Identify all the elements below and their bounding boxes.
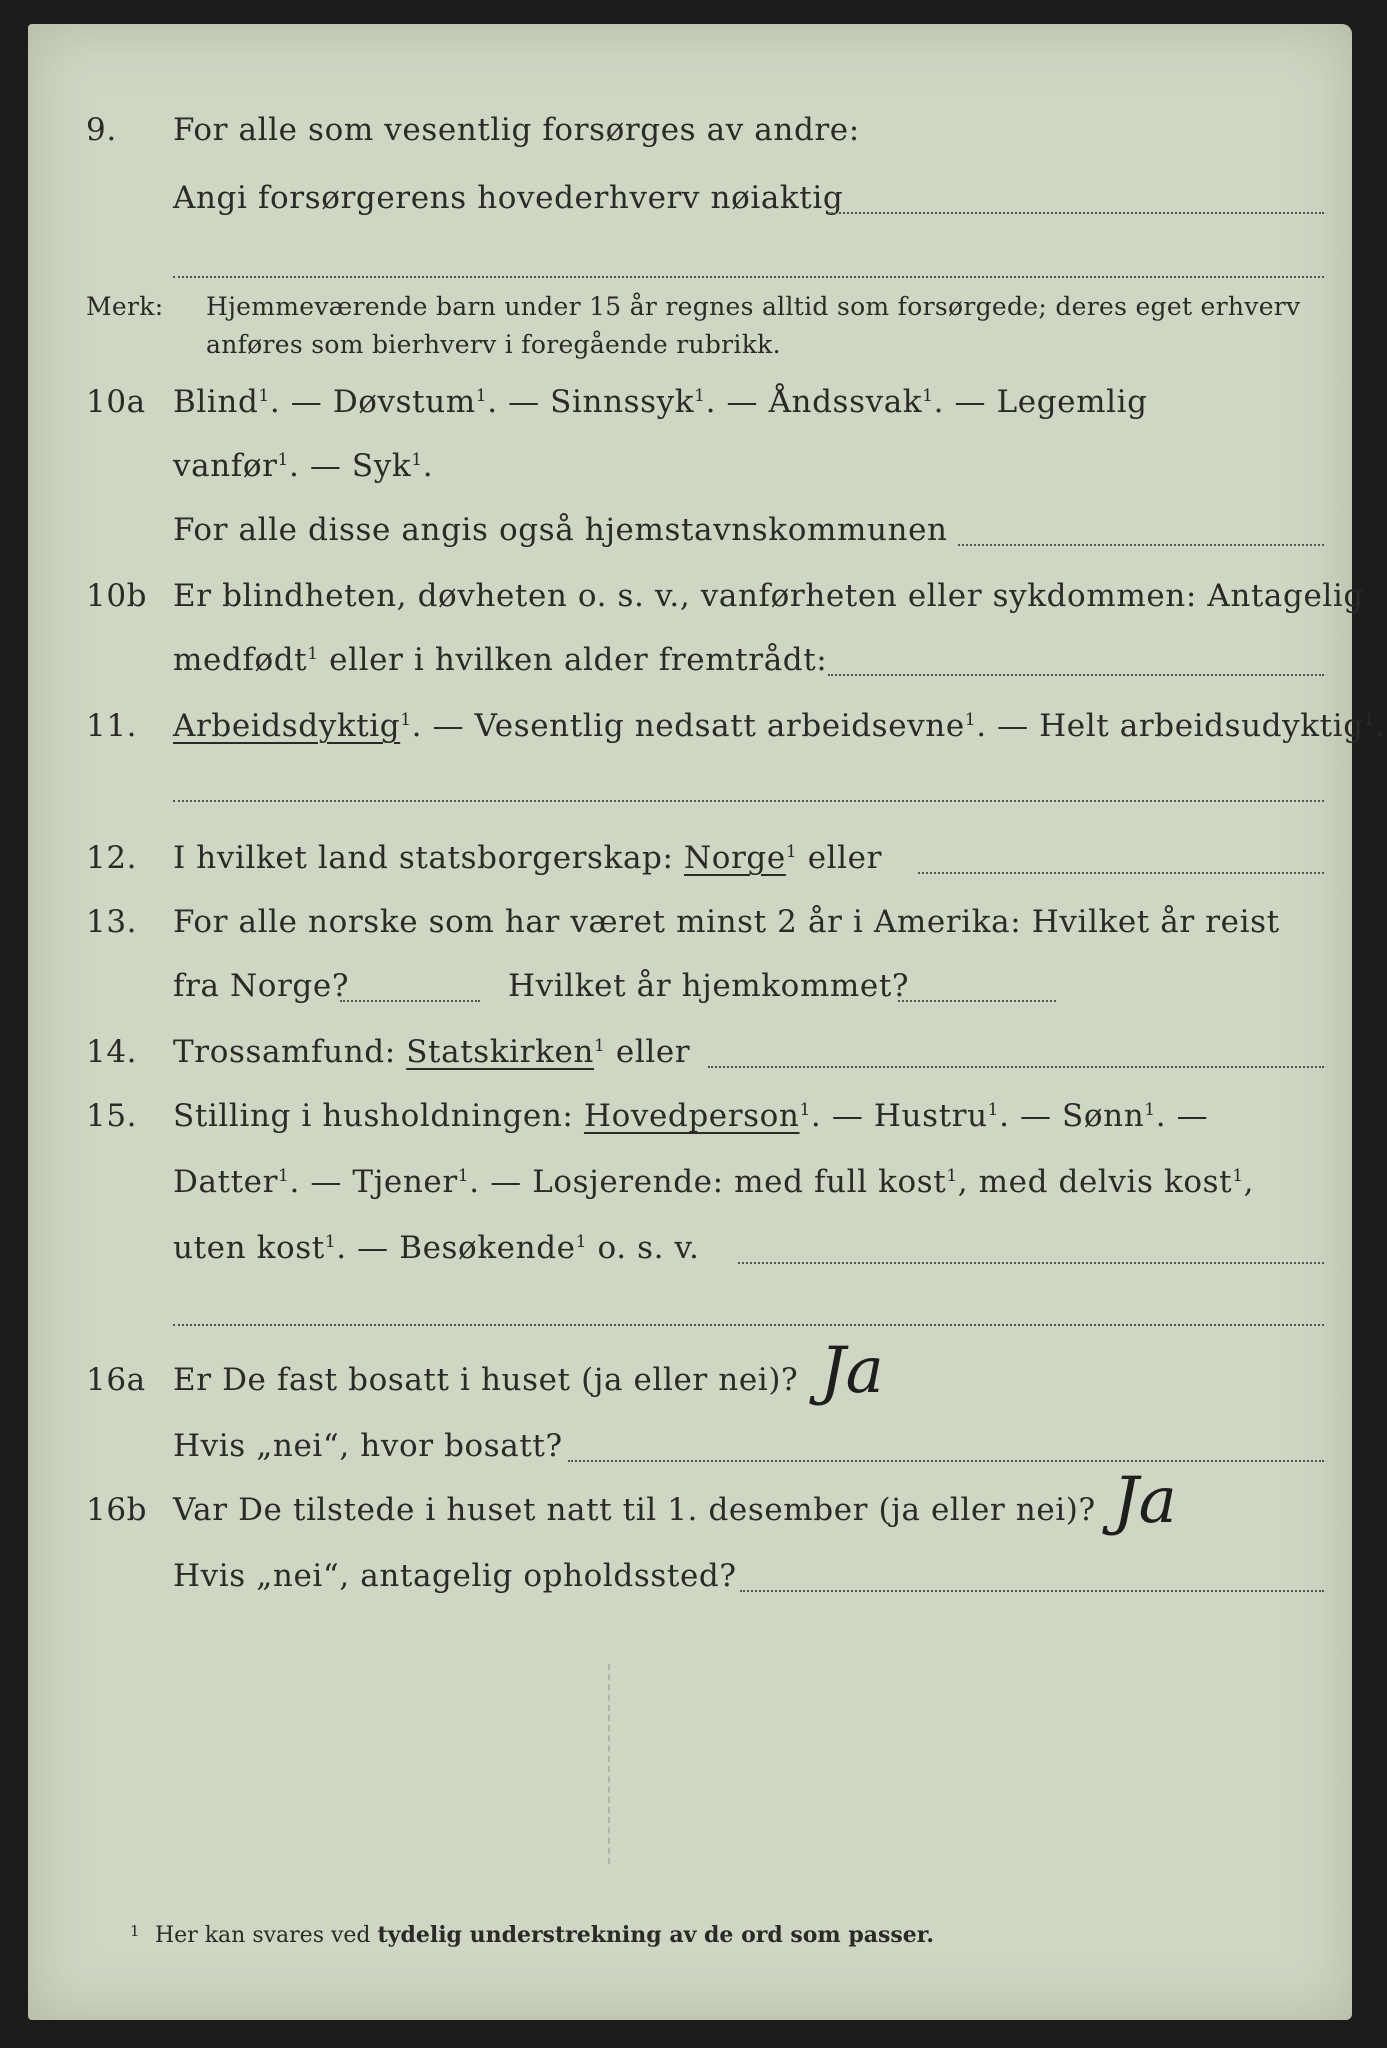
question-9-line2 (28, 180, 1352, 240)
answer-line[interactable] (708, 1066, 1324, 1068)
answer-line[interactable] (738, 1262, 1324, 1264)
question-number: 16b (86, 1492, 148, 1528)
question-text: Var De tilstede i huset natt til 1. desember (ja eller nei)? (173, 1492, 1096, 1528)
option-andssvak[interactable]: Åndssvak (768, 384, 923, 420)
option-sinnssyk[interactable]: Sinnssyk (550, 384, 695, 420)
answer-line[interactable] (958, 544, 1324, 546)
question-text: Angi forsørgerens hovederhverv nøiaktig (173, 180, 844, 216)
option-arbeidsudyktig[interactable]: Helt arbeidsudyktig (1039, 708, 1364, 744)
question-text: Hvis „nei“, hvor bosatt? (173, 1428, 563, 1464)
question-text: Er blindheten, døvheten o. s. v., vanførheten eller sykdommen: Antagelig (173, 578, 1364, 614)
eller-text: eller (807, 840, 883, 876)
question-13-line2 (28, 968, 1352, 1028)
option-hustru[interactable]: Hustru (873, 1098, 988, 1134)
question-15-line2 (28, 1164, 1352, 1224)
question-10b-line2 (28, 642, 1352, 702)
question-16b-line2 (28, 1558, 1352, 1618)
footnote-text (155, 1922, 934, 1948)
question-13-line1 (28, 904, 1352, 964)
question-number: 16a (86, 1362, 146, 1398)
answer-line[interactable] (340, 1000, 480, 1002)
note-label: Merk: (86, 292, 164, 321)
question-label: Trossamfund: (173, 1034, 396, 1070)
question-text-rest: eller i hvilken alder fremtrådt: (329, 642, 828, 678)
handwritten-answer-16a[interactable]: Ja (820, 1334, 884, 1408)
question-number: 13. (86, 904, 138, 940)
question-15-line3 (28, 1230, 1352, 1290)
options-list: Datter$^1$. — Tjener$^1$. — Losjerende: med full kost$^1$, med delvis kost$^1$, (173, 1164, 1255, 1200)
answer-line[interactable] (173, 800, 1324, 802)
question-number: 10b (86, 578, 148, 614)
option-tjener[interactable]: Tjener (352, 1164, 458, 1200)
options-list: Blind$^1$. — Døvstum$^1$. — Sinnssyk$^1$. — Åndssvak$^1$. — Legemlig (173, 384, 1148, 420)
question-text: Hvis „nei“, antagelig opholdssted? (173, 1558, 737, 1594)
census-form-page (28, 24, 1386, 2020)
osv-text: o. s. v. (597, 1230, 700, 1266)
option-datter[interactable]: Datter (173, 1164, 279, 1200)
eller-text: eller (615, 1034, 691, 1070)
note-line1: Hjemmeværende barn under 15 år regnes alltid som forsørgede; deres eget erhverv (206, 292, 1301, 321)
question-number: 9. (86, 112, 117, 148)
option-full-kost[interactable]: med full kost (734, 1164, 947, 1200)
question-number: 11. (86, 708, 138, 744)
option-besokende[interactable]: Besøkende (399, 1230, 576, 1266)
question-label: Stilling i husholdningen: (173, 1098, 574, 1134)
answer-line[interactable] (568, 1460, 1324, 1462)
question-9-line1 (28, 112, 1352, 172)
answer-line[interactable] (898, 1000, 1056, 1002)
question-text: Trossamfund: Statskirken$^1$ eller (173, 1034, 691, 1070)
question-text: I hvilket land statsborgerskap: Norge$^1$ eller (173, 840, 883, 876)
option-blind[interactable]: Blind (173, 384, 259, 420)
question-15-line1 (28, 1098, 1352, 1158)
option-vanfor[interactable]: vanfør (173, 448, 278, 484)
option-legemlig[interactable]: Legemlig (996, 384, 1148, 420)
question-number: 12. (86, 840, 138, 876)
question-10a-line2 (28, 448, 1352, 508)
options-list: vanfør$^1$. — Syk$^1$. (173, 448, 434, 484)
question-14 (28, 1034, 1352, 1094)
question-text: For alle disse angis også hjemstavnskommunen (173, 512, 948, 548)
question-10a-line1 (28, 384, 1352, 444)
answer-line[interactable] (918, 872, 1324, 874)
question-text: For alle norske som har været minst 2 år i Amerika: Hvilket år reist (173, 904, 1280, 940)
question-12 (28, 840, 1352, 900)
question-text: Er De fast bosatt i huset (ja eller nei)? (173, 1362, 799, 1398)
answer-line[interactable] (740, 1590, 1324, 1592)
answer-line[interactable] (173, 1324, 1324, 1326)
options-list: uten kost$^1$. — Besøkende$^1$ o. s. v. (173, 1230, 700, 1266)
option-delvis-kost[interactable]: med delvis kost (978, 1164, 1233, 1200)
answer-line[interactable] (828, 212, 1324, 214)
question-text: fra Norge? (173, 968, 350, 1004)
option-syk[interactable]: Syk (351, 448, 412, 484)
question-16a-line1 (28, 1362, 1352, 1422)
question-10a-line3 (28, 512, 1352, 572)
answer-line[interactable] (173, 276, 1324, 278)
options-list: Arbeidsdyktig$^1$. — Vesentlig nedsatt arbeidsevne$^1$. — Helt arbeidsudyktig$^1$. (173, 708, 1386, 744)
question-label: I hvilket land statsborgerskap: (173, 840, 674, 876)
question-10b-line1 (28, 578, 1364, 638)
question-number: 15. (86, 1098, 138, 1134)
handwritten-answer-16b[interactable]: Ja (1113, 1464, 1177, 1538)
option-statskirken[interactable]: Statskirken (406, 1034, 594, 1070)
option-uten-kost[interactable]: uten kost (173, 1230, 325, 1266)
answer-line[interactable] (828, 674, 1324, 676)
question-text: For alle som vesentlig forsørges av andre: (173, 112, 860, 148)
question-11 (28, 708, 1386, 768)
note-line2: anføres som bierhverv i foregående rubrikk. (206, 330, 781, 359)
question-text: medfødt$^1$ eller i hvilken alder fremtrådt: (173, 642, 828, 678)
question-number: 14. (86, 1034, 138, 1070)
option-arbeidsdyktig[interactable]: Arbeidsdyktig (173, 708, 401, 744)
option-hovedperson[interactable]: Hovedperson (583, 1098, 800, 1134)
footnote-text-b: tydelig understrekning av de ord som passer. (377, 1922, 935, 1948)
question-text: Hvilket år hjemkommet? (508, 968, 910, 1004)
question-number: 10a (86, 384, 146, 420)
footnote-text-a: Her kan svares ved (155, 1923, 371, 1948)
option-sonn[interactable]: Sønn (1062, 1098, 1145, 1134)
footnote-mark: 1 (130, 1922, 140, 1940)
options-list: Stilling i husholdningen: Hovedperson$^1$. — Hustru$^1$. — Sønn$^1$. — (173, 1098, 1209, 1134)
fold-crease (608, 1664, 610, 1864)
option-losjerende: Losjerende: (532, 1164, 724, 1200)
option-medfodt[interactable]: medfødt (173, 642, 308, 678)
option-nedsatt-arbeidsevne[interactable]: Vesentlig nedsatt arbeidsevne (474, 708, 965, 744)
option-norge[interactable]: Norge (684, 840, 786, 876)
option-dovstum[interactable]: Døvstum (332, 384, 476, 420)
